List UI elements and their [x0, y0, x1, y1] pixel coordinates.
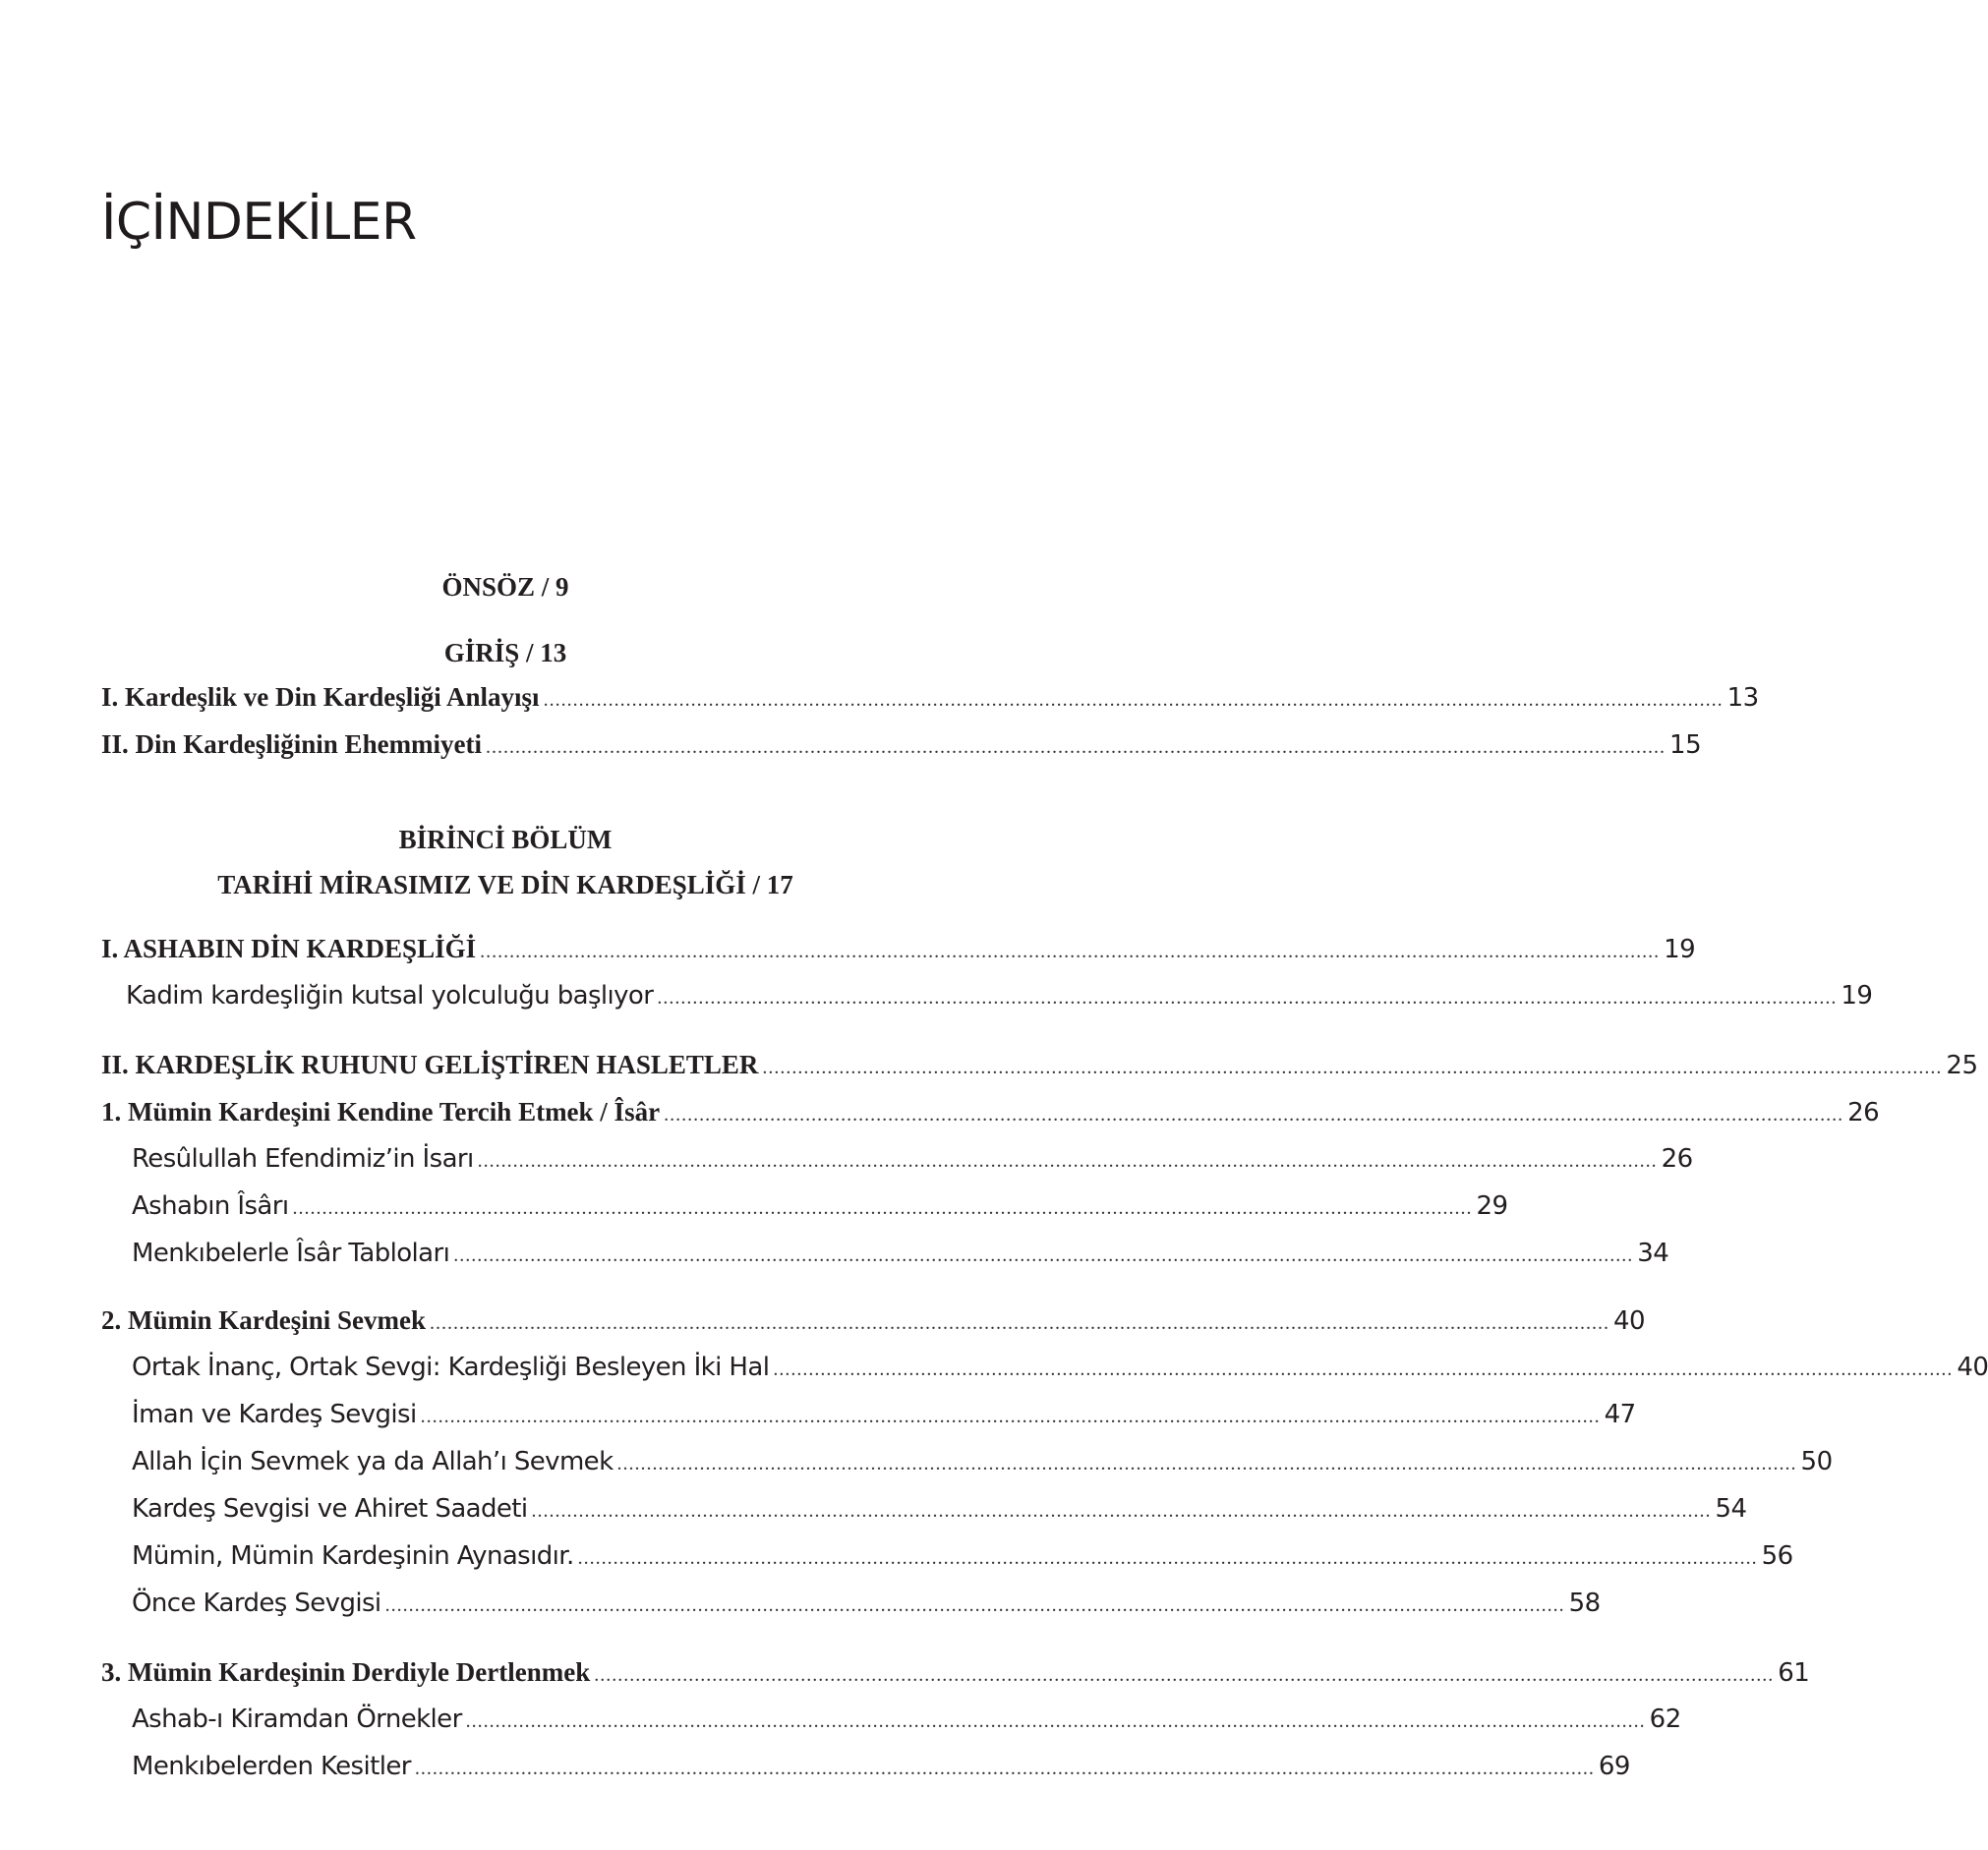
- part-title: TARİHİ MİRASIMIZ VE DİN KARDEŞLİĞİ / 17: [217, 870, 793, 899]
- leader-dots: ........................................................................................................................................................................................................: [657, 987, 1838, 1009]
- leader-dots: ........................................................................................................................................................................................................: [664, 1104, 1844, 1126]
- toc-entry-label: Ortak İnanç, Ortak Sevgi: Kardeşliği Besleyen İki Hal: [132, 1353, 770, 1382]
- leader-dots: ........................................................................................................................................................................................................: [477, 1150, 1658, 1172]
- leader-dots: ........................................................................................................................................................................................................: [531, 1500, 1712, 1522]
- toc-entry-label: Mümin, Mümin Kardeşinin Aynasıdır.: [132, 1541, 574, 1571]
- toc-entry[interactable]: [101, 1097, 1880, 1132]
- toc-entry-label: Önce Kardeş Sevgisi: [132, 1589, 381, 1618]
- toc-entry-page: 25: [1946, 1051, 1978, 1080]
- toc-entry-page: 29: [1476, 1191, 1508, 1221]
- toc-entry-label: 2. Mümin Kardeşini Sevmek: [101, 1305, 427, 1335]
- toc-entry[interactable]: [132, 1541, 1793, 1577]
- toc-entry[interactable]: [132, 1191, 1508, 1227]
- toc-entry-page: 47: [1604, 1400, 1636, 1429]
- toc-entry-label: Ashab-ı Kiramdan Örnekler: [132, 1705, 462, 1734]
- toc-entry-label: II. Din Kardeşliğinin Ehemmiyeti: [101, 729, 483, 759]
- toc-entry-page: 40: [1957, 1353, 1988, 1382]
- toc-entry-label: I. ASHABIN DİN KARDEŞLİĞİ: [101, 934, 477, 963]
- toc-entry-label: Allah İçin Sevmek ya da Allah’ı Sevmek: [132, 1447, 614, 1476]
- toc-entry[interactable]: [132, 1239, 1669, 1274]
- toc-entry-label: Ashabın Îsârı: [132, 1191, 289, 1221]
- toc-entry[interactable]: [101, 729, 1702, 765]
- toc-entry-page: 40: [1613, 1306, 1646, 1336]
- toc-entry-label: İman ve Kardeş Sevgisi: [132, 1400, 417, 1429]
- toc-entry[interactable]: [101, 1050, 1978, 1085]
- toc-entry-page: 58: [1568, 1589, 1601, 1618]
- toc-entry-label: II. KARDEŞLİK RUHUNU GELİŞTİREN HASLETLER: [101, 1050, 759, 1079]
- toc-entry[interactable]: [132, 1447, 1833, 1482]
- toc-entry-page: 62: [1649, 1705, 1681, 1734]
- toc-entry-page: 15: [1669, 730, 1702, 760]
- leader-dots: ........................................................................................................................................................................................................: [420, 1406, 1601, 1427]
- toc-entry[interactable]: [132, 1705, 1681, 1740]
- leader-dots: ........................................................................................................................................................................................................: [414, 1758, 1595, 1779]
- toc-entry[interactable]: [101, 1657, 1810, 1693]
- toc-entry-label: Resûlullah Efendimiz’in İsarı: [132, 1144, 474, 1174]
- toc-entry-page: 54: [1715, 1494, 1747, 1524]
- toc-entry-page: 61: [1778, 1658, 1810, 1688]
- toc-entry-page: 26: [1847, 1098, 1880, 1127]
- toc-entry-page: 26: [1661, 1144, 1693, 1174]
- leader-dots: ........................................................................................................................................................................................................: [762, 1057, 1943, 1078]
- leader-dots: ........................................................................................................................................................................................................: [465, 1710, 1646, 1732]
- toc-entry[interactable]: [101, 1305, 1646, 1341]
- toc-entry-page: 50: [1800, 1447, 1833, 1476]
- leader-dots: ........................................................................................................................................................................................................: [577, 1547, 1758, 1569]
- toc-entry-label: 1. Mümin Kardeşini Kendine Tercih Etmek / Îsâr: [101, 1097, 661, 1127]
- toc-entry-page: 34: [1637, 1239, 1669, 1268]
- toc-entry-label: Kadim kardeşliğin kutsal yolculuğu başlıyor: [126, 981, 654, 1011]
- toc-entry[interactable]: [101, 682, 1759, 718]
- toc-entry-label: Menkıbelerle Îsâr Tabloları: [132, 1239, 450, 1268]
- toc-entry-label: 3. Mümin Kardeşinin Derdiyle Dertlenmek: [101, 1657, 591, 1687]
- part-heading: BİRİNCİ BÖLÜM: [398, 825, 613, 854]
- toc-entry-label: I. Kardeşlik ve Din Kardeşliği Anlayışı: [101, 682, 540, 712]
- toc-entry[interactable]: [132, 1494, 1747, 1530]
- leader-dots: ........................................................................................................................................................................................................: [486, 736, 1666, 758]
- leader-dots: ........................................................................................................................................................................................................: [384, 1594, 1565, 1616]
- leader-dots: ........................................................................................................................................................................................................: [453, 1244, 1634, 1266]
- section-heading-giris: GİRİŞ / 13: [443, 638, 567, 667]
- toc-entry[interactable]: [132, 1400, 1636, 1435]
- leader-dots: ........................................................................................................................................................................................................: [773, 1359, 1954, 1380]
- leader-dots: ........................................................................................................................................................................................................: [430, 1312, 1610, 1334]
- toc-entry[interactable]: [126, 981, 1873, 1016]
- leader-dots: ........................................................................................................................................................................................................: [480, 941, 1661, 962]
- toc-entry[interactable]: [132, 1353, 1988, 1388]
- leader-dots: ........................................................................................................................................................................................................: [292, 1197, 1473, 1219]
- leader-dots: ........................................................................................................................................................................................................: [594, 1664, 1775, 1686]
- toc-entry-label: Menkıbelerden Kesitler: [132, 1752, 411, 1781]
- toc-entry-page: 56: [1761, 1541, 1793, 1571]
- toc-entry[interactable]: [132, 1144, 1693, 1180]
- section-heading-onsoz: ÖNSÖZ / 9: [441, 572, 569, 602]
- toc-entry-page: 13: [1726, 683, 1759, 713]
- leader-dots: ........................................................................................................................................................................................................: [543, 689, 1724, 711]
- toc-entry-label: Kardeş Sevgisi ve Ahiret Saadeti: [132, 1494, 528, 1524]
- page-title: İÇİNDEKİLER: [101, 193, 417, 252]
- toc-entry[interactable]: [132, 1752, 1630, 1787]
- toc-entry-page: 69: [1598, 1752, 1630, 1781]
- toc-entry-page: 19: [1664, 935, 1696, 964]
- leader-dots: ........................................................................................................................................................................................................: [616, 1453, 1797, 1474]
- toc-entry[interactable]: [101, 934, 1696, 969]
- toc-entry-page: 19: [1841, 981, 1873, 1011]
- toc-entry[interactable]: [132, 1589, 1601, 1624]
